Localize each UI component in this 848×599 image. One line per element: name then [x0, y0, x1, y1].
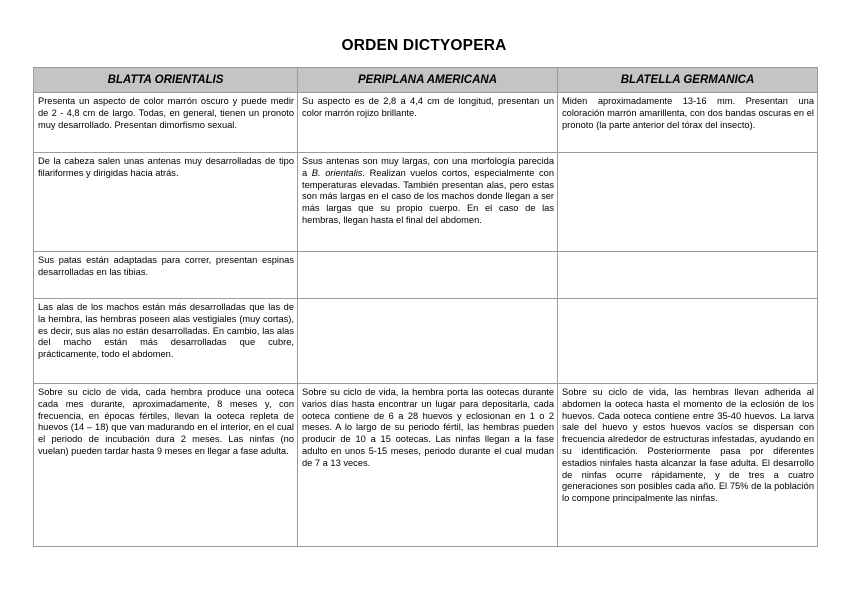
table-cell [298, 299, 558, 384]
table-cell: Sobre su ciclo de vida, la hembra porta las ootecas durante varios días hasta encontrar un lugar para depositarla, cada ooteca contiene de 6 a 28 huevos y eclosionan en 1 o 2 meses. A lo largo de su periodo fértil, las hembras pueden producir de 10 a 15 ootecas. Las ninfas llegan a la fase adulto en unos 5-15 meses, periodo durante el cual mudan de 7 a 13 veces. [298, 384, 558, 547]
table-header-row [34, 68, 818, 93]
table-cell [558, 153, 818, 252]
table-cell [298, 153, 558, 252]
table-cell [298, 252, 558, 299]
species-name-italic: B. orientalis [311, 167, 363, 178]
table-cell: Sobre su ciclo de vida, las hembras llevan adherida al abdomen la ooteca hasta el momento de la eclosión de los huevos. Cada ooteca contiene entre 35-40 huevos. La larva sale del huevo y estos huevos vacíos se dispersan con frecuencia alrededor de estructuras infestadas, ayudando en su identificación. Posteriormente pasa por diferentes estadios ninfales hasta alcanzar la fase adulta. El desarrollo de ninfas ocurre rápidamente, y de tres a cuatro generaciones son posibles cada año. El 75% de la población lo compone principalmente las ninfas. [558, 384, 818, 547]
table-cell: Miden aproximadamente 13-16 mm. Presentan una coloración marrón amarillenta, con dos bandas oscuras en el pronoto (la parte anterior del tórax del insecto). [558, 93, 818, 153]
table-cell: Sus patas están adaptadas para correr, presentan espinas desarrolladas en las tibias. [34, 252, 298, 299]
document-title: ORDEN DICTYOPERA [341, 37, 507, 54]
table-cell [558, 299, 818, 384]
cell-text: Ssus antenas son muy largas, con una morfología parecida a [302, 156, 554, 178]
column-header-periplana-americana: PERIPLANA AMERICANA [298, 68, 558, 93]
comparison-table [33, 67, 818, 547]
column-header-blatta-orientalis: BLATTA ORIENTALIS [34, 68, 298, 93]
table-row-wings [34, 299, 818, 384]
cell-text: . Realizan vuelos cortos, especialmente con temperaturas elevadas. También presentan alas, pero estas son más largas en el caso de los machos donde llegan a ser más largas que su propio cuerpo. En el caso de las hembras, llegan hasta el final del abdomen. [302, 167, 554, 225]
table-row-aspect [34, 93, 818, 153]
table-row-antennae [34, 153, 818, 252]
column-header-blatella-germanica: BLATELLA GERMANICA [558, 68, 818, 93]
table-row-legs [34, 252, 818, 299]
table-row-life-cycle [34, 384, 818, 547]
table-cell [558, 252, 818, 299]
table-cell: Sobre su ciclo de vida, cada hembra produce una ooteca cada mes durante, aproximadamente, 8 meses y, con frecuencia, en épocas fértiles, llevan la ooteca repleta de huevos (14 – 18) que van madurando en el interior, en el cual el periodo de incubación dura 2 meses. Las ninfas (no vuelan) pueden tardar hasta 9 meses en llegar a fase adulta. [34, 384, 298, 547]
table-cell: Su aspecto es de 2,8 a 4,4 cm de longitud, presentan un color marrón rojizo brillante. [298, 93, 558, 153]
table-cell: Presenta un aspecto de color marrón oscuro y puede medir de 2 - 4,8 cm de largo. Todas, en general, tienen un pronoto muy desarrollado. Presentan dimorfismo sexual. [34, 93, 298, 153]
table-cell: Las alas de los machos están más desarrolladas que las de la hembra, las hembras poseen alas vestigiales (muy cortas), es decir, sus alas no están desarrolladas. En cambio, las alas del macho están más desarrolladas que cubre, prácticamente, todo el abdomen. [34, 299, 298, 384]
table-cell: De la cabeza salen unas antenas muy desarrolladas de tipo filariformes y dirigidas hacia atrás. [34, 153, 298, 252]
